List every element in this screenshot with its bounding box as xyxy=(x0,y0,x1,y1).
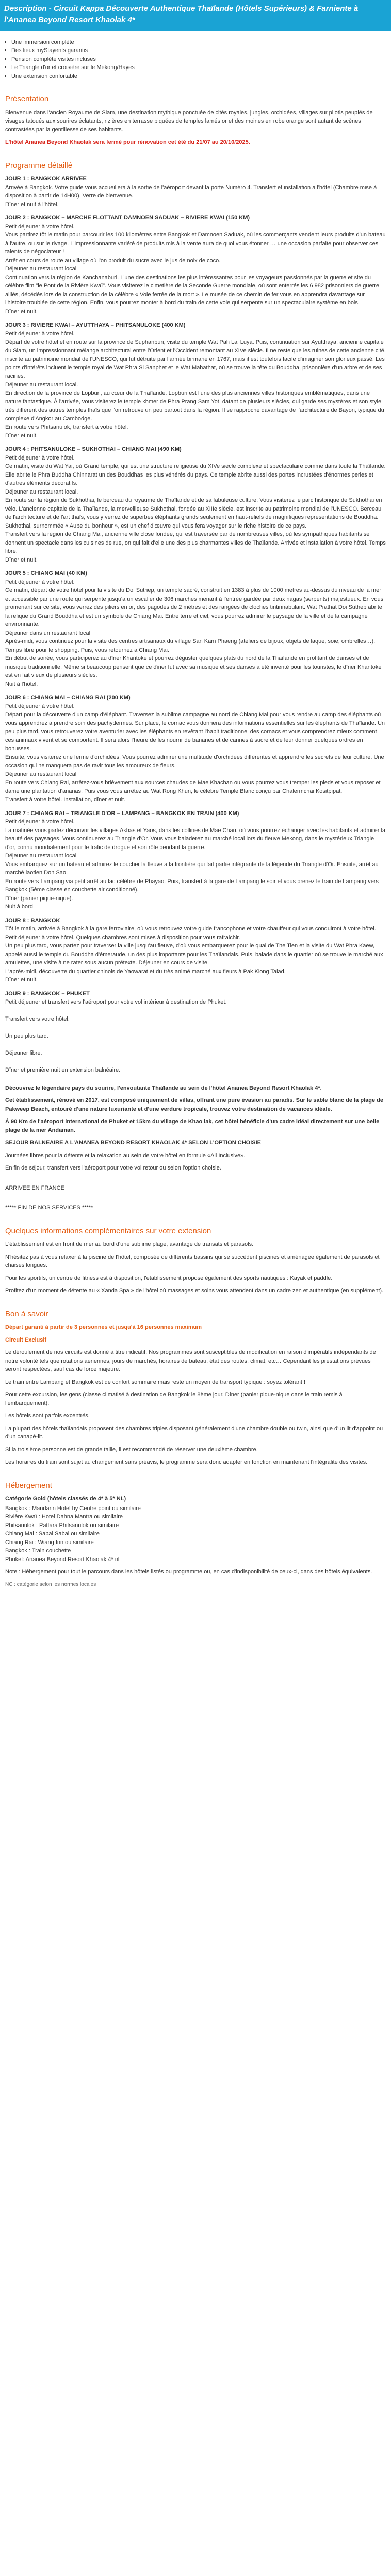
day-2 xyxy=(5,214,386,316)
highlights-list xyxy=(5,38,386,81)
day-title: JOUR 2 : BANGKOK – MARCHE FLOTTANT DAMNOEN SADUAK – RIVIERE KWAI (150 KM) xyxy=(5,215,250,221)
day-5 xyxy=(5,569,386,688)
departure-guarantee: Départ garanti à partir de 3 personnes et jusqu'à 16 personnes maximum xyxy=(5,1324,202,1330)
highlight-item: • Une immersion complète xyxy=(11,38,386,47)
bon-a-savoir-text: Les hôtels sont parfois excentrés. xyxy=(5,1413,90,1419)
hotel-item: Phitsanulok : Pattara Phitsanulok ou similaire xyxy=(5,1522,119,1529)
arrival-france: ARRIVEE EN FRANCE xyxy=(5,1184,64,1191)
day-line: Déjeuner libre. xyxy=(5,1050,42,1056)
category-footnote: NC : catégorie selon les normes locales xyxy=(5,1581,96,1587)
day-8 xyxy=(5,917,386,985)
day-line: Déjeuner au restaurant local. xyxy=(5,381,78,388)
day-title: JOUR 5 : CHIANG MAI (40 KM) xyxy=(5,570,87,577)
presentation-heading: Présentation xyxy=(5,95,49,104)
extension-description: Cet établissement, rénové en 2017, est composé uniquement de villas, offrant une pure évasion au paradis. Sur le sable blanc de la plage de Pakweep Beach, entouré d'une nature luxuriante et d'une verdure tropicale, trouvez votre destination de vacances idéale. xyxy=(5,1097,383,1112)
highlight-item: • Pension complète visites incluses xyxy=(11,55,386,64)
day-line: En début de soirée, vous participerez au dîner Khantoke et pourrez déguster quelques plats du nord de la Thaïlande en profitant de danses et de musique traditionnelle. Même si beaucoup pensent que ce dîner fut avec sa musique et ses danses a été inventé pour les touristes, le dîner Khantoke est en fait vieux de plusieurs siècles. xyxy=(5,655,382,679)
day-3 xyxy=(5,321,386,440)
presentation-text: Bienvenue dans l'ancien Royaume de Siam, une destination mythique ponctuée de cités royales, jungles, orchidées, villages sur pilotis peuplés de visages tatoués aux sourires éclatants, rizières en terrasse piquées de temples lamés or et des moines en robe orange sont autant de scènes contrastées par la gentillesse de ses habitants. xyxy=(5,109,373,133)
day-line: Ensuite, vous visiterez une ferme d'orchidées. Vous pourrez admirer une multitude d'orchidées différentes et apprendre les secrets de leur culture. Une occasion qui ne manquera pas de ravir tous les amoureux de fleurs. xyxy=(5,754,384,769)
hotel-item: Bangkok : Train couchette xyxy=(5,1548,71,1554)
day-line: En route vers Lampang via petit arrêt au lac célèbre de Phayao. Puis, transfert à la gare de Lampang le soir et vous prenez le train de Lampang vers Bangkok (5ème classe en couchette air conditionné). xyxy=(5,878,379,893)
day-line: Vous embarquez sur un bateau et admirez le coucher la fleuve à la frontière qui fait partie intégrante de la légende du Triangle d'Or. Ensuite, arrêt au marché laotien Don Sao. xyxy=(5,861,379,876)
day-line: Petit déjeuner à votre hôtel. xyxy=(5,454,75,461)
day-line: Nuit à bord xyxy=(5,904,33,910)
day-6 xyxy=(5,693,386,804)
day-line: L'après-midi, découverte du quartier chinois de Yaowarat et du très animé marché aux fleurs à Pak Klong Talad. xyxy=(5,968,286,975)
day-line: Ce matin, départ de votre hôtel pour la visite du Doi Suthep, un temple sacré, construit en 1383 à plus de 1000 mètres au-dessus du niveau de la mer et accessible par une route qui serpente jusqu'à un escalier de 306 marches menant à l'entrée gardée par deux nagas (serpents) majestueux. En vous promenant sur ce site, vous verrez des piliers en or, des pagodes de 2 mètres et des rangées de cloches tintinnabulant. Wat Prathat Doi Suthep abrite la relique du Grand Bouddha et est un symbole de Chiang Mai. Entre terre et ciel, vous pourrez admirer le paysage de la ville et de la campagne environnante. xyxy=(5,587,384,628)
extension-intro: Découvrez le légendaire pays du sourire, l'envoutante Thaïlande au sein de l'hôtel Ananea Beyond Resort Khaolak 4*. xyxy=(5,1084,322,1091)
description-content xyxy=(0,38,391,1588)
day-line: Dîner et nuit. xyxy=(5,977,38,983)
day-line: Ce matin, visite du Wat Yai, où Grand temple, qui est une structure religieuse du XIVe siècle complexe et spectaculaire comme dans toute la Thaïlande. Elle abrite le Phra Buddha Chinnarat un des Bouddhas les plus vénérés du pays. Ce temple abrite aussi des portes incrustées d'énormes perles et d'autres éléments décoratifs. xyxy=(5,463,386,486)
day-line: Dîner et première nuit en extension balnéaire. xyxy=(5,1067,121,1073)
day-line: Nuit à l'hôtel. xyxy=(5,681,38,687)
bon-a-savoir-text: Le déroulement de nos circuits est donné à titre indicatif. Nos programmes sont susceptibles de modification en raison d'impératifs indépendants de notre volonté tels que rotations aériennes, jours de marchés, horaires de bateau, état des routes, climat, etc… Cependant les prestations prévues seront respectées, sauf cas de force majeure. xyxy=(5,1349,376,1372)
day-line: Déjeuner au restaurant local xyxy=(5,266,77,272)
extension-location: À 90 Km de l'aéroport international de Phuket et 15km du village de Khao lak, cet hôtel bénéficie d'un cadre idéal directement sur une belle plage de la mer Andaman. xyxy=(5,1118,380,1133)
circuit-exclusive: Circuit Exclusif xyxy=(5,1336,47,1343)
highlight-item: • Une extension confortable xyxy=(11,72,386,81)
day-title: JOUR 4 : PHITSANULOKE – SUKHOTHAI – CHIANG MAI (490 KM) xyxy=(5,446,182,452)
day-line: Départ de votre hôtel et en route sur la province de Suphanburi, visite du temple Wat Pah Lai Luya. Puis, continuation sur Ayutthaya, ancienne capitale du Siam, un impressionnant mélange architectural entre l'Orient et l'Occident remontant au XIVe siècle. Il ne reste que les ruines de cette ancienne cité, inscrite au patrimoine mondial de l'UNESCO, qui fut détruite par l'armée birmane en 1767, mais il est toutefois facile d'imaginer son glorieux passé. Les points d'intérêts incluent le temple royal de Wat Phra Si Sanphet et le Wat Mahathat, où se trouve la tête du Bouddha, prisonnière d'un arbre et de ses racines. xyxy=(5,339,386,379)
bon-a-savoir-text: Si la troisième personne est de grande taille, il est recommandé de réserver une deuxième chambre. xyxy=(5,1446,258,1453)
extension-info-heading: Quelques informations complémentaires sur votre extension xyxy=(5,1226,211,1235)
day-line: Déjeuner au restaurant local xyxy=(5,771,77,777)
day-line: Tôt le matin, arrivée à Bangkok à la gare ferroviaire, où vous retrouvez votre guide francophone et votre chauffeur qui vous conduiront à votre hôtel. Petit déjeuner à votre hôtel. Quelques chambres sont mises à disposition pour vous rafraichir. xyxy=(5,926,376,941)
day-line: Transfert à votre hôtel. Installation, dîner et nuit. xyxy=(5,796,126,803)
hotel-list xyxy=(5,1504,386,1564)
day-line: En route vers Phitsanulok, transfert à votre hôtel. xyxy=(5,424,128,430)
day-line: Déjeuner dans un restaurant local xyxy=(5,630,91,636)
extension-free-days: Journées libres pour la détente et la relaxation au sein de votre hôtel en formule «All Inclusive». xyxy=(5,1152,246,1159)
day-line: Petit déjeuner et transfert vers l'aéroport pour votre vol intérieur à destination de Phuket. xyxy=(5,999,227,1005)
day-line: En direction de la province de Lopburi, au cœur de la Thaïlande. Lopburi est l'une des plus anciennes villes historiques emblématiques, dans une nature fantastique. À l'arrivée, vous visiterez le temple khmer de Phra Prang Sam Yot, datant de plusieurs siècles, qui garde ses mystères et son style très différent des autres temples thaïs que l'on retrouve un peu partout dans la région. Il se rapproche davantage de l'architecture de Bayon, typique du complexe d'Angkor au Cambodge. xyxy=(5,390,384,422)
extension-info-text: L'établissement est en front de mer au bord d'une sublime plage, avantage de transats et parasols. xyxy=(5,1241,254,1247)
highlight-item: • Le Triangle d'or et croisière sur le Mékong/Hayes xyxy=(11,63,386,72)
extension-return: En fin de séjour, transfert vers l'aéroport pour votre vol retour ou selon l'option choisie. xyxy=(5,1165,221,1171)
page-title: Description - Circuit Kappa Découverte Authentique Thaïlande (Hôtels Supérieurs) & Farniente à l'Ananea Beyond Resort Khaolak 4* xyxy=(4,4,359,24)
day-title: JOUR 3 : RIVIERE KWAI – AYUTTHAYA – PHITSANULOKE (400 KM) xyxy=(5,322,186,328)
hotel-item: Rivière Kwaï : Hotel Dahna Mantra ou similaire xyxy=(5,1514,123,1520)
day-line: Un peu plus tard. xyxy=(5,1033,48,1039)
day-title: JOUR 7 : CHIANG RAI – TRIANGLE D'OR – LAMPANG – BANGKOK EN TRAIN (400 KM) xyxy=(5,810,239,817)
extension-info-text: Pour les sportifs, un centre de fitness est à disposition, l'établissement propose également des sports nautiques : Kayak et paddle. xyxy=(5,1275,333,1281)
bon-a-savoir-text: Pour cette excursion, les gens (classe climatisé à destination de Bangkok le 8ème jour. Dîner (panier pique-nique dans le train remis à l'embarquement). xyxy=(5,1392,343,1406)
day-title: JOUR 9 : BANGKOK – PHUKET xyxy=(5,990,90,997)
day-line: Arrêt en cours de route au village où l'on produit du sucre avec le jus de noix de coco. xyxy=(5,257,221,264)
day-line: Dîner et nuit. xyxy=(5,556,38,563)
hotel-item: Phuket: Ananea Beyond Resort Khaolak 4* nl xyxy=(5,1556,120,1563)
day-9 xyxy=(5,990,386,1075)
extension-block xyxy=(5,1084,386,1212)
day-4 xyxy=(5,445,386,564)
day-line: Déjeuner au restaurant local xyxy=(5,853,77,859)
day-line: Déjeuner au restaurant local. xyxy=(5,488,78,495)
extension-info-text: Profitez d'un moment de détente au « Xanda Spa » de l'hôtel où massages et soins vous attendent dans un cadre zen et authentique (en supplément). xyxy=(5,1287,384,1294)
day-7 xyxy=(5,809,386,911)
extension-info-text: N'hésitez pas à vous relaxer à la piscine de l'hôtel, composée de différents bassins qui se succèdent piscines et aménagée également de parasols et chaises longues. xyxy=(5,1253,380,1268)
end-of-services: ***** FIN DE NOS SERVICES ***** xyxy=(5,1205,93,1211)
bon-a-savoir-text: La plupart des hôtels thaïlandais proposent des chambres triples disposant généralement d'une chambre double ou twin, ainsi que d'un lit d'appoint ou d'un canapé-lit. xyxy=(5,1425,383,1440)
day-line: Transfert vers votre hôtel. xyxy=(5,1016,70,1022)
closure-notice: L'hôtel Ananea Beyond Khaolak sera fermé pour rénovation cet été du 21/07 au 20/10/2025. xyxy=(5,139,250,145)
day-line: Petit déjeuner à votre hôtel. xyxy=(5,223,75,230)
day-line: Petit déjeuner à votre hôtel. xyxy=(5,703,75,709)
extension-stay-title: SEJOUR BALNEAIRE A L'ANANEA BEYOND RESORT KHAOLAK 4* SELON L'OPTION CHOISIE xyxy=(5,1140,261,1146)
bon-a-savoir-heading: Bon à savoir xyxy=(5,1309,48,1318)
day-line: Vous partirez tôt le matin pour parcourir les 100 kilomètres entre Bangkok et Damnoen Saduak, où les commerçants vendent leurs produits d'un bateau à l'autre, ou sur le rivage. L'impressionnante variété de produits mis à la vente aura de quoi vous étonner … une occasion parfaite pour observer ces talents de négociateur ! xyxy=(5,232,386,255)
day-1 xyxy=(5,175,386,209)
day-line: Petit déjeuner à votre hôtel. xyxy=(5,579,75,585)
day-line: Départ pour la découverte d'un camp d'éléphant. Traversez la sublime campagne au nord de Chiang Mai pour vous rendre au camp des éléphants où vous apprendrez à prendre soin des pachydermes. Sur place, le cornac vous donnera des informations essentielles sur les éléphants de Thaïlande. Un peu plus tard, vous retrouverez votre aventurier avec les éléphants en revêtant l'habit traditionnel des cornacs et vous comprendrez mieux comment ces animaux vivent et se comportent. Il sera alors l'heure de les nourrir de bananes et de cannes à sucre et de leur donner quelques ordres en bonusses. xyxy=(5,711,385,752)
day-line: Transfert vers la région de Chiang Mai, ancienne ville close fondée, qui est traversée par de nombreuses villes, où les sympathiques habitants se donnent un spectacle dans les cuisines de rue, on qui fait d'elle une des plus charmantes villes de Thaïlande. Arrivée et installation à votre hôtel. Temps libre. xyxy=(5,531,386,554)
day-line: Continuation vers la région de Kanchanaburi. L'une des destinations les plus intéressantes pour les voyageurs passionnés par la guerre et site du célèbre film "le Pont de la Rivière Kwaï". Vous visiterez le cimetière de la Seconde Guerre mondiale, où sont enterrés les 6 982 prisonniers de guerre alliés, décédés lors de la construction de la célèbre « Voie ferrée de la mort ». Le musée de ce chemin de fer vous en apprendra davantage sur l'histoire troublée de cette région. Enfin, vous pourrez monter à bord du train de cette voie qui serpente sur un spectaculaire système en bois. xyxy=(5,274,380,306)
day-title: JOUR 6 : CHIANG MAI – CHIANG RAI (200 KM) xyxy=(5,694,131,701)
bon-a-savoir-text: Le train entre Lampang et Bangkok est de confort sommaire mais reste un moyen de transport typique : soyez tolérant ! xyxy=(5,1379,306,1385)
day-title: JOUR 1 : BANGKOK ARRIVEE xyxy=(5,176,87,182)
day-line: Petit déjeuner à votre hôtel. xyxy=(5,819,75,825)
title-banner xyxy=(0,0,391,31)
hotel-item: Chiang Mai : Sabai Sabai ou similaire xyxy=(5,1531,100,1537)
hotel-item: Bangkok : Mandarin Hotel by Centre point ou similaire xyxy=(5,1505,141,1512)
day-line: La matinée vous partez découvrir les villages Akhas et Yaos, dans les collines de Mae Chan, où vous pourrez échanger avec les habitants et admirer la beauté des paysages. Vous continuerez au Triangle d'Or. Vous vous baladerez au marché local lors du fleuve Mekong, dans le mystérieux Triangle d'or, connu mondialement pour le trafic de drogue et son rôle pendant la guerre. xyxy=(5,827,386,851)
highlight-item: • Des lieux myStayents garantis xyxy=(11,46,386,55)
day-line: Dîner et nuit. xyxy=(5,308,38,315)
hotel-item: Chiang Rai : Wiang Inn ou similaire xyxy=(5,1539,94,1546)
day-line: Dîner et nuit à l'hôtel. xyxy=(5,201,59,208)
day-title: JOUR 8 : BANGKOK xyxy=(5,917,60,924)
day-line: Petit déjeuner à votre hôtel. xyxy=(5,330,75,337)
day-line: En route sur la région de Sukhothai, le berceau du royaume de Thaïlande et de sa fabuleuse culture. Vous visiterez le parc historique de Sukhothai en vélo. L'ancienne capitale de la Thaïlande, la merveilleuse Sukhothai, fondée au XIIIe siècle, est inscrite au patrimoine mondial de l'UNESCO. Berceau de l'architecture et de l'art thaïs, vous y verrez de superbes éléphants grands seulement en haut-reliefs de magnifiques représentations de Bouddha. Sukhothai, surnommée « Aube du bonheur », est un chef d'œuvre qui vous fera voyager sur le riche histoire de ce pays. xyxy=(5,497,382,529)
day-line: Un peu plus tard, vous partez pour traverser la ville jusqu'au fleuve, d'où vous embarquerez pour le quai de The Tien et la visite du Wat Phra Kaew, appelé aussi le temple du Bouddha d'émeraude, un des plus importants pour les Thaïlandais. Puis, balade dans le quartier où se trouve le marché aux amulettes, une visite à ne rater sous aucun prétexte. Déjeuner en cours de visite. xyxy=(5,943,383,966)
hotel-note: Note : Hébergement pour tout le parcours dans les hôtels listés ou programme ou, en cas d'indisponibilité de ceux-ci, dans des hôtels équivalents. xyxy=(5,1569,372,1575)
hotel-category: Catégorie Gold (hôtels classés de 4* à 5* NL) xyxy=(5,1496,126,1502)
day-line: Arrivée à Bangkok. Votre guide vous accueillera à la sortie de l'aéroport devant la porte Numéro 4. Transfert et installation à l'hôtel (Chambre mise à disposition à partir de 14H00). Verre de bienvenue. xyxy=(5,184,377,199)
day-line: Dîner (panier pique-nique). xyxy=(5,895,73,902)
programme-days xyxy=(5,175,386,1075)
programme-heading: Programme détaillé xyxy=(5,161,73,170)
bon-a-savoir-text: Les horaires du train sont sujet au changement sans préavis, le programme sera donc adapter en fonction en maintenant l'intégralité des visites. xyxy=(5,1459,368,1465)
day-line: En route vers Chiang Rai, arrêtez-vous brièvement aux sources chaudes de Mae Khachan ou vous pourrez vous tremper les pieds et vous reposer et dame une plantation d'ananas. Puis vous vous arrêtez au Wat Rong Khun, le célèbre Temple Blanc conçu par Chalermchai Kositpipat. xyxy=(5,779,381,794)
hebergement-heading: Hébergement xyxy=(5,1481,52,1490)
day-line: Après-midi, vous continuez pour la visite des centres artisanaux du village San Kam Phaeng (ateliers de bijoux, objets de laque, soie, ombrelles…). Temps libre pour le shopping. Puis, vous retournez à Chiang Mai. xyxy=(5,638,376,653)
day-line: Dîner et nuit. xyxy=(5,432,38,439)
